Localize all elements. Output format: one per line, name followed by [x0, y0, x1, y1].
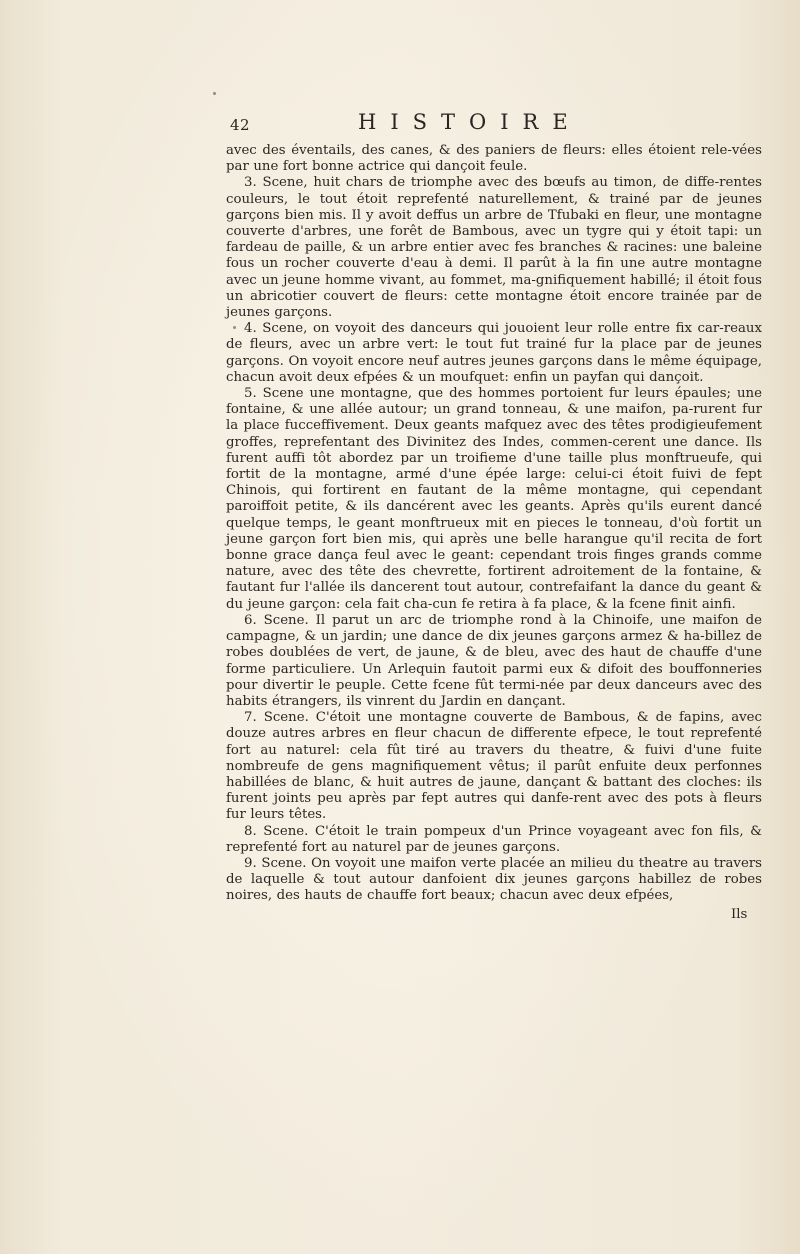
paragraph-continuation: avec des éventails, des canes, & des paniers de fleurs: elles étoient rele-vées par une fort bonne actrice qui dançoit feule. [226, 143, 762, 175]
running-title: HISTOIRE [358, 110, 582, 134]
paragraph-scene-5: 5. Scene une montagne, que des hommes portoient fur leurs épaules; une fontaine, & une allée autour; un grand tonneau, & une maifon, pa-rurent fur la place fucceffivement. Deux geants mafquez avec des têtes prodigieufement groffes, reprefentant des Divinitez des Indes, commen-cerent une dance. Ils furent auffi tôt abordez par un troifieme d'une taille plus monftrueufe, qui fortit de la montagne, armé d'une épée large: celui-ci étoit fuivi de fept Chinois, qui fortirent en fautant de la même montagne, qui cependant paroiffoit petite, & ils dancérent avec les geants. Après qu'ils eurent dancé quelque temps, le geant monftrueux mit en pieces le tonneau, d'où fortit un jeune garçon fort bien mis, qui après une belle harangue qu'il recita de fort bonne grace dança feul avec le geant: cependant trois finges grands comme nature, avec des tête des chevrette, fortirent adroitement de la fontaine, & fautant fur l'allée ils dancerent tout autour, contrefaifant la dance du geant & du jeune garçon: cela fait cha-cun fe retira à fa place, & la fcene finit ainfi. [226, 386, 762, 612]
paragraph-scene-3: 3. Scene, huit chars de triomphe avec des bœufs au timon, de diffe-rentes couleurs, le tout étoit reprefenté naturellement, & trainé par de jeunes garçons bien mis. Il y avoit deffus un arbre de Tfubaki en fleur, une montagne couverte d'arbres, une forêt de Bambous, avec un tygre qui y étoit tapi: un fardeau de paille, & un arbre entier avec fes branches & racines: une baleine fous un rocher couverte d'eau à demi. Il parût à la fin une autre montagne avec un jeune homme vivant, au fommet, ma-gnifiquement habillé; il étoit fous un abricotier couvert de fleurs: cette montagne étoit encore trainée par de jeunes garçons. [226, 175, 762, 321]
paragraph-scene-7: 7. Scene. C'étoit une montagne couverte de Bambous, & de fapins, avec douze autres arbres en fleur chacun de differente efpece, le tout reprefenté fort au naturel: cela fût tiré au travers du theatre, & fuivi d'une fuite nombreufe de gens magnifiquement vêtus; il parût enfuite deux perfonnes habillées de blanc, & huit autres de jaune, dançant & battant des cloches: ils furent joints peu après par fept autres qui danfe-rent avec des pots à fleurs fur leurs têtes. [226, 710, 762, 823]
paper-speck [233, 326, 236, 329]
paragraph-scene-9: 9. Scene. On voyoit une maifon verte placée an milieu du theatre au travers de laquelle & tout autour danfoient dix jeunes garçons habillez de robes noires, des hauts de chauffe fort beaux; chacun avec deux efpées, [226, 855, 762, 904]
paragraph-scene-6: 6. Scene. Il parut un arc de triomphe rond à la Chinoife, une maifon de campagne, & un jardin; une dance de dix jeunes garçons armez & ha-billez de robes doublées de vert, de jaune, & de bleu, avec des haut de chauffe d'une forme particuliere. Un Arlequin fautoit parmi eux & difoit des bouffonneries pour divertir le peuple. Cette fcene fût termi-née par deux danceurs avec des habits étrangers, ils vinrent du Jardin en dançant. [226, 612, 762, 709]
paragraph-scene-4: 4. Scene, on voyoit des danceurs qui jouoient leur rolle entre fix car-reaux de fleurs, avec un arbre vert: le tout fut trainé fur la place par de jeunes garçons. On voyoit encore neuf autres jeunes garçons dans le même équipage, chacun avoit deux efpées & un moufquet: enfin un payfan qui dançoit. [226, 321, 762, 385]
page-number: 42 [230, 116, 251, 134]
paragraph-scene-8: 8. Scene. C'étoit le train pompeux d'un Prince voyageant avec fon fils, & reprefenté fort au naturel par de jeunes garçons. [226, 823, 762, 855]
body-text [226, 143, 762, 905]
catchword: Ils [731, 907, 748, 922]
page-header [230, 110, 650, 140]
paper-speck [213, 92, 216, 95]
